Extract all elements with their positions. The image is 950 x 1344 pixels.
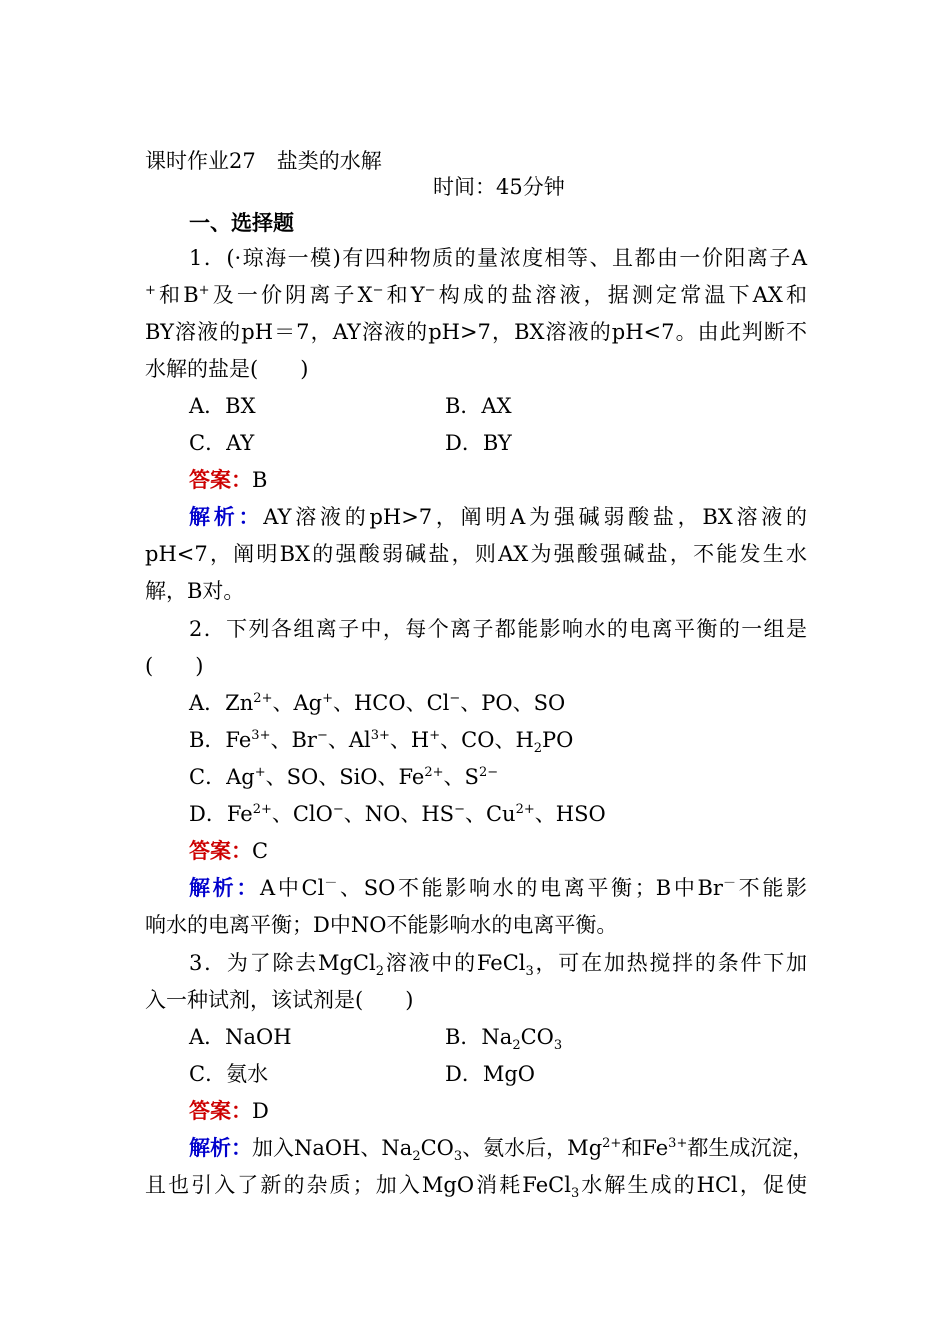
analysis-label: 解析： xyxy=(189,1136,252,1160)
q1-analysis-line: 解析：AY溶液的pH>7，阐明A为强碱弱酸盐，BX溶液的 xyxy=(189,505,808,529)
q1-answer xyxy=(189,465,267,495)
q2-answer xyxy=(189,836,268,866)
answer-value: B xyxy=(252,468,268,492)
answer-value: C xyxy=(252,839,269,863)
time-limit: 时间：45分钟 xyxy=(433,175,565,199)
q1-stem-line: 1．(·琼海一模)有四种物质的量浓度相等、且都由一价阳离子A xyxy=(189,246,807,270)
q2-analysis-line: 解析：A中Cl－、SO不能影响水的电离平衡；B中Br－不能影 xyxy=(189,876,808,900)
q3-option-a: A．NaOH xyxy=(189,1025,292,1049)
q2-option-d: D．$Fe^{2+}$、ClO−、NO、HS−、$Cu^{2+}$、HSO xyxy=(189,802,606,826)
document-title: 课时作业27 盐类的水解 xyxy=(145,149,382,173)
q3-analysis-line: 且也引入了新的杂质；加入MgO消耗FeCl$_3$水解生成的HCl，促使 xyxy=(145,1173,807,1202)
answer-label: 答案： xyxy=(189,1099,252,1123)
q1-analysis-line: pH<7，阐明BX的强酸弱碱盐，则AX为强酸强碱盐，不能发生水 xyxy=(145,542,807,566)
answer-label: 答案： xyxy=(189,839,252,863)
q2-option-a: A．$Zn^{2+}$、Ag+、HCO、Cl−、PO、SO xyxy=(189,691,566,715)
q3-option-d: D．MgO xyxy=(445,1062,535,1086)
q2-option-b: B．$Fe^{3+}$、Br−、$Al^{3+}$、H+、CO、$H_2PO$ xyxy=(189,728,574,757)
q1-stem-line: BY溶液的pH＝7，AY溶液的pH>7，BX溶液的pH<7。由此判断不 xyxy=(145,320,807,344)
q3-stem-line: 入一种试剂，该试剂是( ) xyxy=(145,988,414,1012)
q2-stem-line: ( ) xyxy=(145,654,204,678)
q2-option-c: C．Ag+、SO、SiO、$Fe^{2+}$、$S^{2-}$ xyxy=(189,765,499,789)
q1-option-b: B．AX xyxy=(445,394,512,418)
answer-label: 答案： xyxy=(189,468,252,492)
answer-value: D xyxy=(252,1099,269,1123)
q1-analysis-line: 解，B对。 xyxy=(145,579,245,603)
q1-option-a: A．BX xyxy=(189,394,256,418)
q3-answer xyxy=(189,1096,269,1126)
q3-stem-line: 3．为了除去MgCl$_2$溶液中的FeCl$_3$，可在加热搅拌的条件下加 xyxy=(189,951,808,980)
q3-analysis-line: 解析：加入NaOH、$Na_2CO_3$、氨水后，$Mg^{2+}$和$Fe^{3+}$都生成沉淀， xyxy=(189,1136,814,1165)
q3-option-c: C．氨水 xyxy=(189,1062,269,1086)
q1-option-d: D．BY xyxy=(445,431,512,455)
analysis-label: 解析： xyxy=(189,876,261,900)
q2-stem-line: 2．下列各组离子中，每个离子都能影响水的电离平衡的一组是 xyxy=(189,617,807,641)
analysis-label: 解析： xyxy=(189,505,264,529)
q1-stem-line: 水解的盐是( ) xyxy=(145,357,309,381)
q2-analysis-line: 响水的电离平衡；D中NO不能影响水的电离平衡。 xyxy=(145,913,618,937)
q1-option-c: C．AY xyxy=(189,431,255,455)
q3-option-b: B．$Na_2CO_3$ xyxy=(445,1025,563,1054)
section-heading: 一、选择题 xyxy=(189,211,294,235)
q1-stem-line: +和B+及一价阴离子X−和Y−构成的盐溶液，据测定常温下AX和 xyxy=(145,283,807,307)
